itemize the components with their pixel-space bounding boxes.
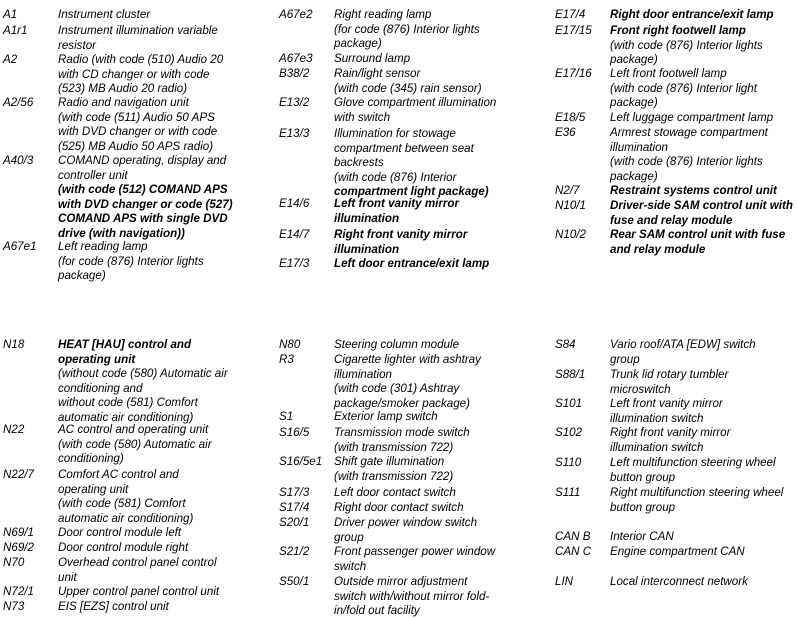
description-line: switch with/without mirror fold- [334,589,490,603]
description-line: (with code (876) Interior light [610,81,757,95]
component-description [58,338,273,425]
component-code: E17/4 [555,8,586,21]
component-code: S110 [555,456,582,469]
description-line: Right front vanity mirror [610,426,731,439]
description-line: automatic air conditioning) [58,511,194,525]
description-line: Engine compartment CAN [610,545,745,558]
component-code: S111 [555,486,581,499]
description-line: Surround lamp [334,52,411,65]
description-line: (with code (581) Comfort [58,497,186,510]
description-line: conditioning and [58,381,143,395]
component-code: A67e1 [3,240,37,253]
component-code: LIN [555,575,574,588]
component-description [334,257,549,272]
component-code: E17/15 [555,24,592,37]
component-description [58,8,273,23]
description-line: unit [58,570,77,584]
description-line: automatic air conditioning) [58,410,194,424]
legend-column-2 [279,0,549,620]
component-code: E14/6 [279,197,310,210]
component-description [610,67,799,111]
component-description [610,111,799,126]
component-code: S17/4 [279,501,310,514]
description-line: (for code (876) Interior lights [58,254,204,268]
component-description [334,52,549,67]
component-code: N69/2 [3,541,34,554]
legend-column-1 [3,0,273,620]
description-line: EIS [EZS] control unit [58,600,169,613]
description-line: (with code (876) Interior [334,170,457,184]
component-code: E17/3 [279,257,310,270]
component-code: S88/1 [555,368,586,381]
component-code: A40/3 [3,154,34,167]
component-code: A2/56 [3,96,34,109]
description-line: Comfort AC control and [58,468,179,481]
description-line: Door control module right [58,541,189,554]
component-code: A67e3 [279,52,313,65]
component-code: S17/3 [279,486,310,499]
description-line: Interior CAN [610,530,674,543]
component-code: N72/1 [3,585,34,598]
component-description [58,585,273,600]
description-line: Left door contact switch [334,486,456,499]
component-description [58,541,273,556]
component-description [334,228,549,257]
description-line: illumination [334,242,400,256]
description-line: (523) MB Audio 20 radio) [58,82,188,95]
description-line: Door control module left [58,526,182,539]
description-line: Outside mirror adjustment [334,575,468,588]
component-description [334,67,549,96]
description-line: Rear SAM control unit with fuse [610,228,786,241]
component-code: E36 [555,126,576,139]
component-code: S101 [555,397,583,410]
component-description [610,24,799,68]
description-line: (525) MB Audio 50 APS radio) [58,139,214,153]
description-line: compartment light package) [334,185,489,198]
description-line: group [334,530,364,544]
description-line: Transmission mode switch [334,426,470,439]
component-code: N73 [3,600,25,613]
description-line: Steering column module [334,338,460,351]
component-code: N10/2 [555,228,586,241]
description-line: (with code (345) rain sensor) [334,81,482,95]
description-line: Cigarette lighter with ashtray [334,353,481,366]
description-line: HEAT [HAU] control and [58,338,192,351]
component-description [610,199,799,228]
description-line: Shift gate illumination [334,455,445,468]
component-description [610,368,799,397]
component-code: N69/1 [3,526,34,539]
description-line: (with code (511) Audio 50 APS [58,110,215,124]
description-line: Left luggage compartment lamp [610,111,774,124]
component-code: B38/2 [279,67,310,80]
component-code: S1 [279,410,294,423]
description-line: package/smoker package) [334,396,470,410]
component-description [58,96,273,154]
description-line: operating unit [58,482,129,496]
description-line: Left reading lamp [58,240,148,253]
description-line: Left door entrance/exit lamp [334,257,490,270]
description-line: button group [610,470,676,484]
component-code: A2 [3,53,18,66]
description-line: button group [610,500,676,514]
component-description [58,423,273,467]
description-line: (with code (580) Automatic air [58,437,212,451]
description-line: (with code (301) Ashtray [334,382,460,395]
description-line: Rain/light sensor [334,67,421,80]
component-description [58,53,273,97]
component-code: CAN C [555,545,592,558]
description-line: AC control and operating unit [58,423,209,436]
component-description [334,8,549,52]
legend-column-3 [555,0,799,620]
description-line: Driver power window switch [334,516,478,529]
component-code: S16/5e1 [279,455,323,468]
component-code: R3 [279,353,294,366]
description-line: Overhead control panel control [58,556,217,569]
description-line: group [610,352,640,366]
component-description [334,486,549,501]
description-line: Glove compartment illumination [334,96,497,109]
description-line: (with transmission 722) [334,440,454,454]
description-line: Left front vanity mirror [610,397,723,410]
description-line: conditioning) [58,452,124,465]
component-description [610,228,799,257]
component-code: E13/3 [279,127,310,140]
component-description [58,556,273,585]
component-code: E18/5 [555,111,586,124]
description-line: illumination [334,367,392,381]
component-description [610,456,799,485]
description-line: package) [610,53,658,66]
component-code: S16/5 [279,426,310,439]
component-description [610,397,799,426]
description-line: package) [58,269,106,282]
description-line: Vario roof/ATA [EDW] switch [610,338,756,351]
description-line: (with code (876) Interior lights [610,155,763,168]
description-line: with DVD changer or with code [58,125,218,138]
component-description [58,24,273,53]
description-line: Local interconnect network [610,575,748,588]
description-line: Left front footwell lamp [610,67,727,80]
component-code: N70 [3,556,25,569]
component-code: CAN B [555,530,591,543]
description-line: Front right footwell lamp [610,24,746,37]
component-code: S21/2 [279,545,310,558]
description-line: illumination switch [610,411,704,425]
component-description [334,426,549,455]
description-line: illumination switch [610,440,704,454]
description-line: (with code (512) COMAND APS [58,183,228,196]
component-description [58,154,273,241]
description-line: with DVD changer or code (527) [58,197,233,211]
component-description [610,8,799,23]
description-line: (without code (580) Automatic air [58,367,228,380]
description-line: Right door contact switch [334,501,464,514]
description-line: switch [334,559,367,573]
description-line: illumination [334,211,400,225]
component-code: E17/16 [555,67,592,80]
component-code: A67e2 [279,8,313,21]
description-line: in/fold out facility [334,604,420,617]
component-description [334,96,549,125]
component-description [58,600,273,615]
description-line: Right door entrance/exit lamp [610,8,774,21]
description-line: Trunk lid rotary tumbler [610,368,729,381]
description-line: and relay module [610,242,706,256]
description-line: drive (with navigation)) [58,226,185,240]
description-line: Exterior lamp switch [334,410,438,423]
component-description [334,501,549,516]
component-description [610,575,799,590]
component-description [58,526,273,541]
component-code: E14/7 [279,228,310,241]
component-description [610,426,799,455]
component-code: N22/7 [3,468,34,481]
description-line: (for code (876) Interior lights [334,22,480,36]
component-description [334,353,549,411]
description-line: Armrest stowage compartment [610,126,768,139]
component-description [610,126,799,184]
component-description [334,410,549,425]
description-line: controller unit [58,168,128,182]
component-description [334,338,549,353]
description-line: fuse and relay module [610,213,733,227]
description-line: illumination [610,140,668,154]
component-code: A1 [3,8,18,21]
component-description [334,575,549,619]
description-line: resistor [58,38,97,52]
component-code: S20/1 [279,516,310,529]
component-code: N22 [3,423,25,436]
description-line: with switch [334,110,391,124]
component-code: N2/7 [555,184,580,197]
description-line: Instrument cluster [58,8,151,21]
description-line: (with transmission 722) [334,469,454,483]
description-line: microswitch [610,382,671,396]
component-description [334,197,549,226]
description-line: Right reading lamp [334,8,432,21]
component-code: S84 [555,338,576,351]
component-code: A1r1 [3,24,28,37]
component-description [58,468,273,526]
description-line: Radio and navigation unit [58,96,189,109]
component-description [334,127,549,200]
description-line: (with code (876) Interior lights [610,38,763,52]
description-line: Illumination for stowage [334,127,456,140]
component-code: N80 [279,338,301,351]
description-line: without code (581) Comfort [58,396,198,409]
component-description [610,545,799,560]
description-line: backrests [334,156,384,169]
component-description [334,455,549,484]
component-description [58,240,273,284]
component-description [334,545,549,574]
component-code: S102 [555,426,583,439]
component-description [610,486,799,515]
description-line: Instrument illumination variable [58,24,218,37]
description-line: Radio (with code (510) Audio 20 [58,53,224,66]
description-line: Right multifunction steering wheel [610,486,784,499]
component-code: N18 [3,338,25,351]
description-line: Restraint systems control unit [610,184,777,197]
description-line: Front passenger power window [334,545,496,558]
description-line: Left front vanity mirror [334,197,459,210]
description-line: package) [610,96,658,109]
description-line: package) [610,169,658,183]
description-line: with CD changer or with code [58,67,210,81]
description-line: COMAND operating, display and [58,154,227,167]
component-description [334,516,549,545]
description-line: Upper control panel control unit [58,585,220,598]
component-description [610,530,799,545]
component-code: S50/1 [279,575,310,588]
description-line: package) [334,37,382,50]
description-line: compartment between seat [334,141,474,155]
description-line: COMAND APS with single DVD [58,212,228,225]
component-description [610,184,799,199]
component-description [610,338,799,367]
component-code: N10/1 [555,199,586,212]
description-line: Right front vanity mirror [334,228,468,241]
description-line: Left multifunction steering wheel [610,456,776,469]
description-line: operating unit [58,352,136,366]
description-line: Driver-side SAM control unit with [610,199,793,212]
component-code: E13/2 [279,96,310,109]
